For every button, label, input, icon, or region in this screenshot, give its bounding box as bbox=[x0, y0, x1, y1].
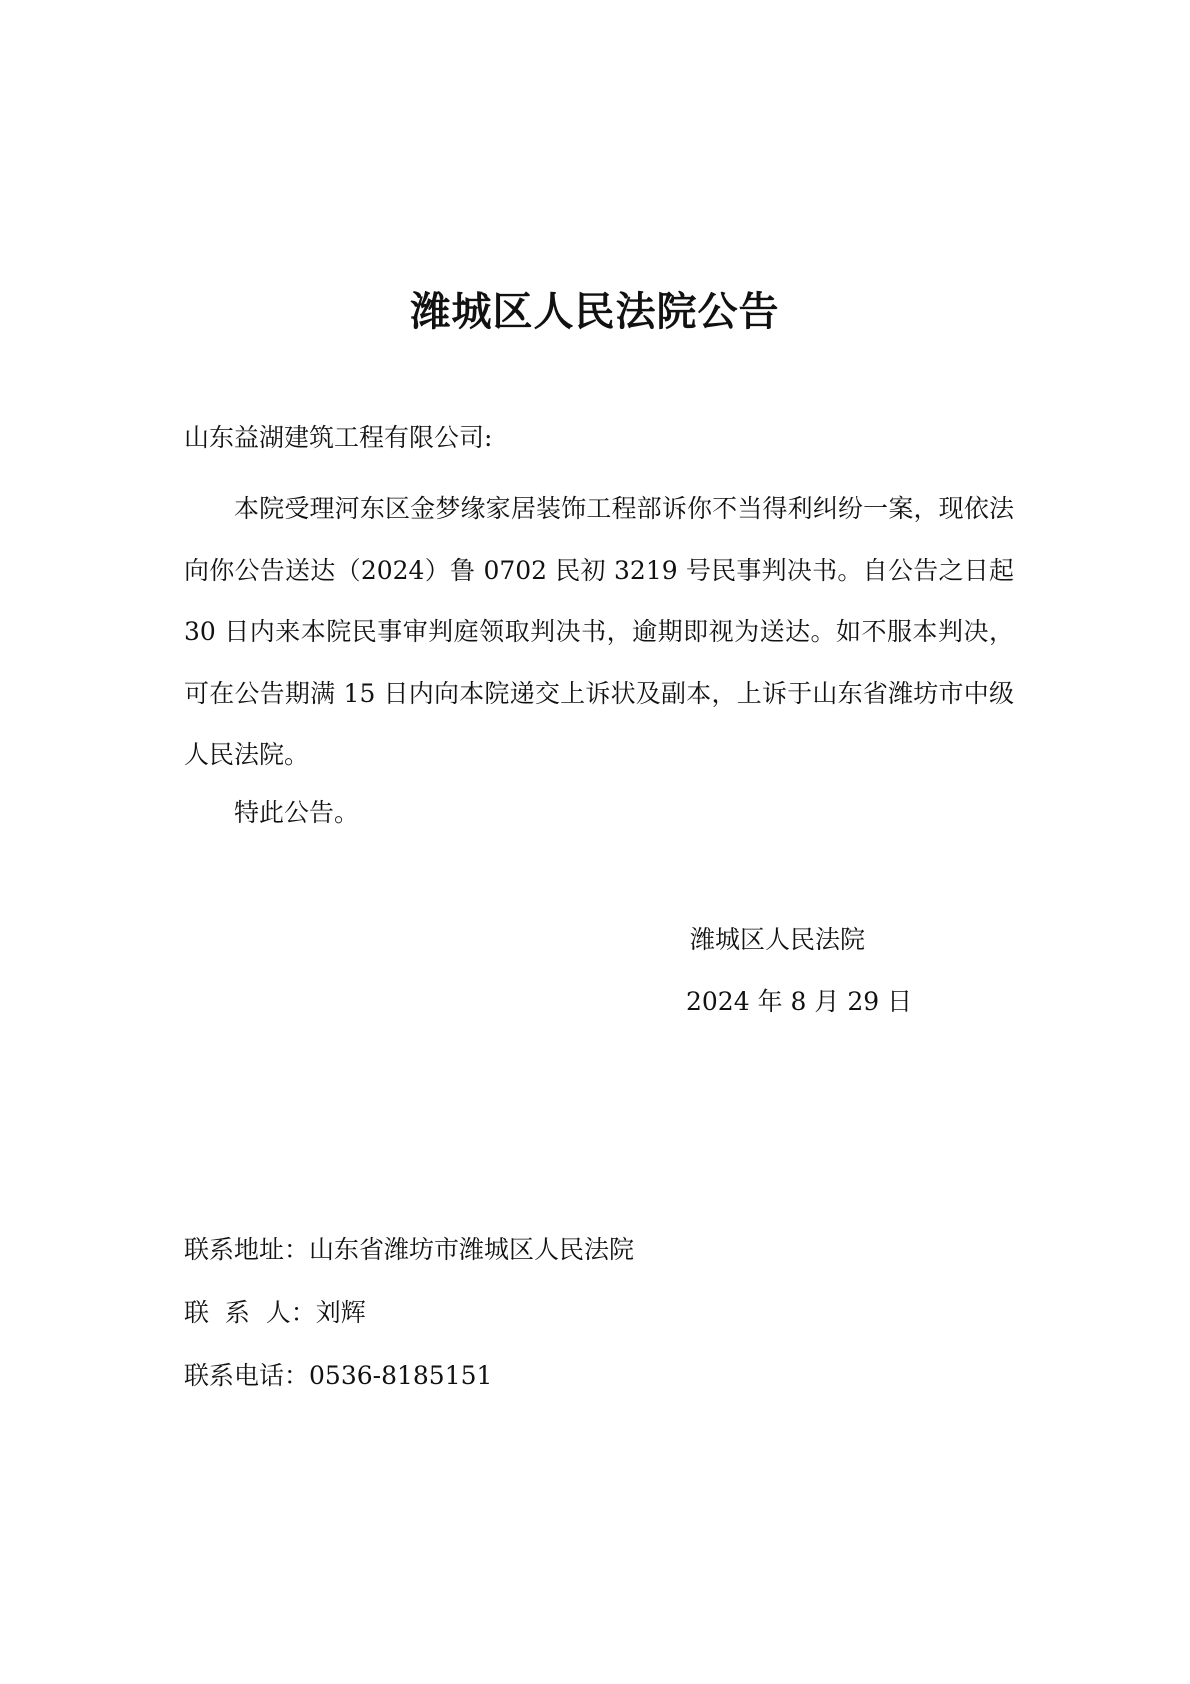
signature-court: 潍城区人民法院 bbox=[690, 925, 866, 954]
notice-title: 潍城区人民法院公告 bbox=[410, 288, 780, 335]
contact-person-label: 联 系 人： bbox=[184, 1298, 316, 1327]
contact-address bbox=[184, 1230, 634, 1270]
notice-body-paragraph: 本院受理河东区金梦缘家居装饰工程部诉你不当得利纠纷一案，现依法向你公告送达（2024）鲁 0702 民初 3219 号民事判决书。自公告之日起 30 日内来本院民事审判庭领取判决书，逾期即视为送达。如不服本判决，可在公告期满 15 日内向本院递交上诉状及副本，上诉于山东省潍坊市中级人民法院。 bbox=[184, 494, 1014, 769]
contact-phone-value: 0536-8185151 bbox=[309, 1361, 493, 1390]
closing-statement: 特此公告。 bbox=[234, 798, 360, 827]
contact-person bbox=[184, 1293, 366, 1333]
contact-address-value: 山东省潍坊市潍城区人民法院 bbox=[309, 1235, 635, 1264]
contact-person-value: 刘辉 bbox=[315, 1298, 366, 1327]
signature-date: 2024 年 8 月 29 日 bbox=[686, 987, 913, 1016]
addressee: 山东益湖建筑工程有限公司: bbox=[184, 423, 493, 452]
contact-address-label: 联系地址： bbox=[184, 1235, 310, 1264]
contact-phone bbox=[184, 1356, 492, 1396]
contact-phone-label: 联系电话： bbox=[184, 1361, 310, 1390]
